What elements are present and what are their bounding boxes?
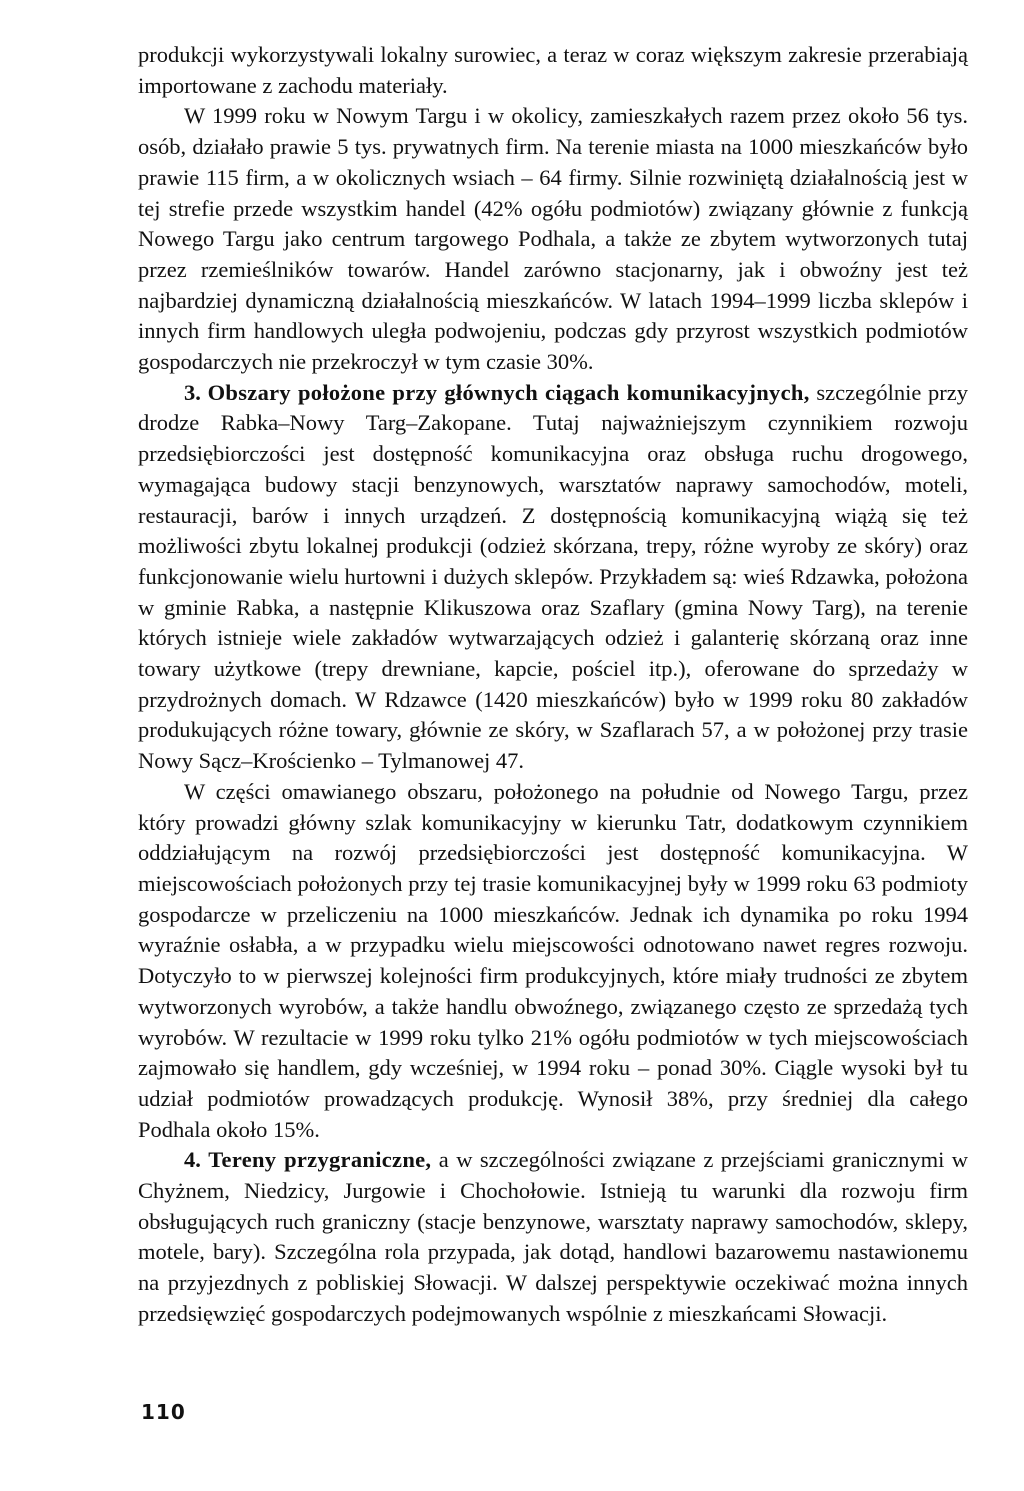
paragraph-4: W części omawianego obszaru, położonego na południe od Nowego Targu, przez który prowadzi główny szlak komunikacyjny w kierunku Tatr, dodatkowym czynnikiem oddziałującym na rozwój przedsiębiorczości jest dostępność komunikacyjna. W miejscowościach położonych przy tej trasie komunikacyjnej były w 1999 roku 63 podmioty gospodarcze w przeliczeniu na 1000 mieszkańców. Jednak ich dynamika po roku 1994 wyraźnie osłabła, a w przypadku wielu miejscowości odnotowano nawet regres rozwoju. Dotyczyło to w pierwszej kolejności firm produkcyjnych, które miały trudności ze zbytem wytworzonych wyrobów, a także handlu obwoźnego, związanego często ze sprzedażą tych wyrobów. W rezultacie w 1999 roku tylko 21% ogółu podmiotów w tych miejscowościach zajmowało się handlem, gdy wcześniej, w 1994 roku – ponad 30%. Ciągle wysoki był tu udział podmiotów prowadzących produkcję. Wynosił 38%, przy średniej dla całego Podhala około 15%.: [138, 778, 968, 1142]
section-title-4: Tereny przygraniczne,: [208, 1147, 432, 1173]
section-number-3: 3.: [184, 379, 201, 405]
section-body-4: a w szczególności związane z przejściami granicznymi w Chyżnem, Niedzicy, Jurgowie i Chochołowie. Istnieją tu warunki dla rozwoju firm obsługujących ruch graniczny (stacje benzynowe, warsztaty naprawy samochodów, sklepy, motele, bary). Szczególna rola przypada, jak dotąd, handlowi bazarowemu nastawionemu na przyjezdnych z pobliskiej Słowacji. W dalszej perspektywie oczekiwać można innych przedsięwzięć gospodarczych podejmowanych wspólnie z mieszkańcami Słowacji.: [138, 1147, 968, 1326]
section-body-3: szczególnie przy drodze Rabka–Nowy Targ–Zakopane. Tutaj najważniejszym czynnikiem rozwoju przedsiębiorczości jest dostępność komunikacyjna oraz obsługa ruchu drogowego, wymagająca budowy stacji benzynowych, warsztatów naprawy samochodów, moteli, restauracji, barów i innych urządzeń. Z dostępnością komunikacyjną wiążą się też możliwości zbytu lokalnej produkcji (odzież skórzana, trepy, różne wyroby ze skóry) oraz funkcjonowanie wielu hurtowni i dużych sklepów. Przykładem są: wieś Rdzawka, położona w gminie Rabka, a następnie Klikuszowa oraz Szaflary (gmina Nowy Targ), na terenie których istnieje wiele zakładów wytwarzających odzież i galanterię skórzaną oraz inne towary użytkowe (trepy drewniane, kapcie, pościel itp.), oferowane do sprzedaży w przydrożnych domach. W Rdzawce (1420 mieszkańców) było w 1999 roku 80 zakładów produkujących różne towary, głównie ze skóry, w Szaflarach 57, a w położonej przy trasie Nowy Sącz–Krościenko – Tylmanowej 47.: [138, 379, 969, 774]
section-title-3: Obszary położone przy głównych ciągach komunikacyjnych,: [207, 379, 810, 405]
paragraph-2: W 1999 roku w Nowym Targu i w okolicy, zamieszkałych razem przez około 56 tys. osób, działało prawie 5 tys. prywatnych firm. Na terenie miasta na 1000 mieszkańców było prawie 115 firm, a w okolicznych wsiach – 64 firmy. Silnie rozwiniętą działalnością jest w tej strefie przede wszystkim handel (42% ogółu podmiotów) związany głównie z funkcją Nowego Targu jako centrum targowego Podhala, a także ze zbytem wytworzonych tutaj przez rzemieślników towarów. Handel zarówno stacjonarny, jak i obwoźny jest też najbardziej dynamiczną działalnością mieszkańców. W latach 1994–1999 liczba sklepów i innych firm handlowych uległa podwojeniu, podczas gdy przyrost wszystkich podmiotów gospodarczych nie przekroczył w tym czasie 30%.: [138, 103, 968, 375]
page-number: 110: [141, 1400, 186, 1424]
paragraph-1: produkcji wykorzystywali lokalny surowiec, a teraz w coraz większym zakresie przerabiają importowane z zachodu materiały.: [138, 42, 968, 98]
paragraph-3: [138, 378, 968, 777]
paragraph-5: [138, 1145, 968, 1329]
section-number-4: 4.: [184, 1147, 201, 1173]
page-body: [138, 40, 968, 1330]
